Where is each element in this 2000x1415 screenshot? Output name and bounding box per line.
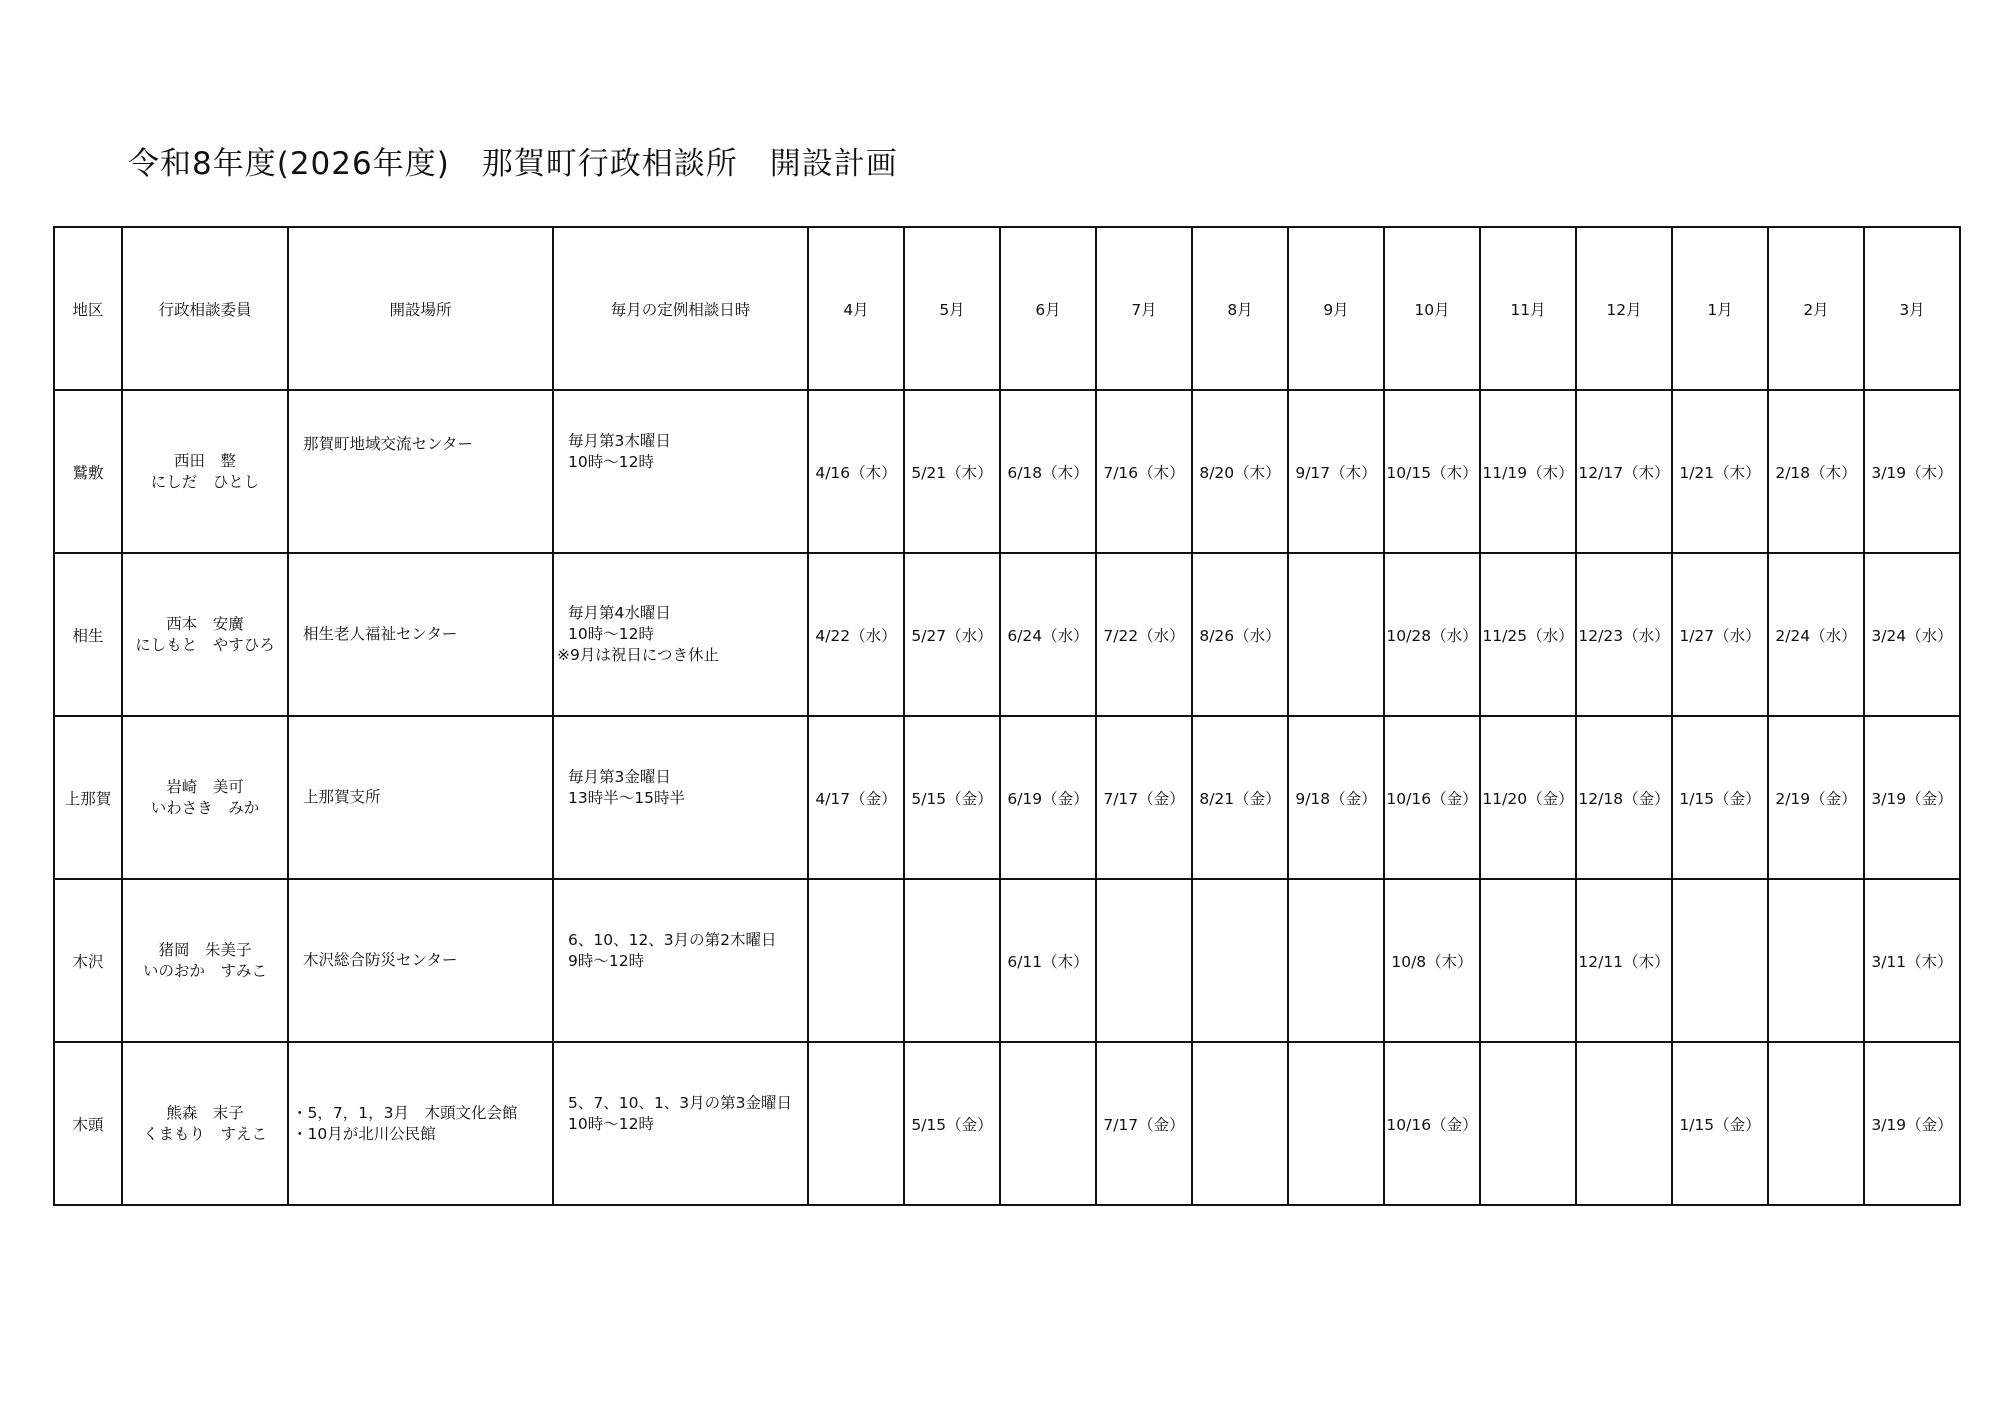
place-line: 相生老人福祉センター <box>303 625 458 643</box>
date-cell <box>808 1042 904 1205</box>
date-cell: 10/16（金） <box>1384 716 1480 879</box>
place-cell <box>288 879 553 1042</box>
schedule-line: ※9月は祝日につき休止 <box>557 646 720 664</box>
date-cell: 9/18（金） <box>1288 716 1384 879</box>
date-cell: 3/11（木） <box>1864 879 1960 1042</box>
member-name: 西田 整 <box>173 451 236 470</box>
date-cell: 12/11（木） <box>1576 879 1672 1042</box>
date-cell: 10/16（金） <box>1384 1042 1480 1205</box>
date-cell: 2/18（木） <box>1768 390 1864 553</box>
header-district: 地区 <box>54 227 122 390</box>
table-row <box>54 716 1960 879</box>
member-name: 猪岡 朱美子 <box>158 940 252 959</box>
date-cell: 11/25（水） <box>1480 553 1576 716</box>
header-month: 11月 <box>1480 227 1576 390</box>
date-cell: 9/17（木） <box>1288 390 1384 553</box>
schedule-line: 6、10、12、3月の第2木曜日 <box>568 930 777 949</box>
district-cell: 木頭 <box>54 1042 122 1205</box>
date-cell: 1/27（水） <box>1672 553 1768 716</box>
date-cell: 2/24（水） <box>1768 553 1864 716</box>
date-cell <box>904 879 1000 1042</box>
district-cell: 鷲敷 <box>54 390 122 553</box>
member-name: 岩崎 美可 <box>166 777 244 796</box>
date-cell <box>1288 1042 1384 1205</box>
district-cell: 上那賀 <box>54 716 122 879</box>
header-month: 10月 <box>1384 227 1480 390</box>
date-cell <box>1192 879 1288 1042</box>
schedule-cell <box>553 390 808 553</box>
schedule-line: 5、7、10、1、3月の第3金曜日 <box>568 1093 793 1112</box>
place-cell <box>288 553 553 716</box>
date-cell: 6/11（木） <box>1000 879 1096 1042</box>
date-cell: 6/24（水） <box>1000 553 1096 716</box>
member-kana: にしもと やすひろ <box>135 635 275 654</box>
date-cell: 7/22（水） <box>1096 553 1192 716</box>
member-cell <box>122 390 288 553</box>
member-cell <box>122 553 288 716</box>
date-cell: 12/18（金） <box>1576 716 1672 879</box>
date-cell: 3/24（水） <box>1864 553 1960 716</box>
member-kana: くまもり すえこ <box>142 1124 267 1143</box>
header-month: 2月 <box>1768 227 1864 390</box>
schedule-line: 13時半～15時半 <box>568 788 685 807</box>
date-cell <box>1288 879 1384 1042</box>
header-month: 1月 <box>1672 227 1768 390</box>
place-line: 那賀町地域交流センター <box>303 434 473 453</box>
header-month: 8月 <box>1192 227 1288 390</box>
date-cell: 8/20（木） <box>1192 390 1288 553</box>
date-cell: 12/17（木） <box>1576 390 1672 553</box>
place-line: 木沢総合防災センター <box>303 951 458 969</box>
date-cell: 6/19（金） <box>1000 716 1096 879</box>
date-cell <box>1096 879 1192 1042</box>
date-cell: 7/17（金） <box>1096 1042 1192 1205</box>
header-schedule: 毎月の定例相談日時 <box>553 227 808 390</box>
date-cell <box>1480 879 1576 1042</box>
member-kana: いわさき みか <box>150 798 260 817</box>
date-cell: 5/21（木） <box>904 390 1000 553</box>
schedule-line: 10時～12時 <box>568 625 654 643</box>
date-cell: 3/19（金） <box>1864 716 1960 879</box>
header-member: 行政相談委員 <box>122 227 288 390</box>
table-row <box>54 1042 1960 1205</box>
header-place: 開設場所 <box>288 227 553 390</box>
schedule-line: 毎月第4水曜日 <box>568 604 671 622</box>
date-cell <box>1480 1042 1576 1205</box>
member-cell <box>122 879 288 1042</box>
date-cell: 6/18（木） <box>1000 390 1096 553</box>
member-kana: いのおか すみこ <box>142 961 267 980</box>
date-cell: 3/19（金） <box>1864 1042 1960 1205</box>
schedule-cell <box>553 553 808 716</box>
date-cell: 1/15（金） <box>1672 716 1768 879</box>
header-row <box>54 227 1960 390</box>
place-line: ・10月が北川公民館 <box>292 1124 436 1143</box>
date-cell: 1/15（金） <box>1672 1042 1768 1205</box>
table-row <box>54 553 1960 716</box>
date-cell: 2/19（金） <box>1768 716 1864 879</box>
schedule-line: 10時～12時 <box>568 1114 654 1133</box>
date-cell: 10/15（木） <box>1384 390 1480 553</box>
page-title: 令和8年度(2026年度) 那賀町行政相談所 開設計画 <box>128 146 898 182</box>
district-cell: 木沢 <box>54 879 122 1042</box>
date-cell: 8/26（水） <box>1192 553 1288 716</box>
date-cell: 4/17（金） <box>808 716 904 879</box>
date-cell <box>1768 879 1864 1042</box>
date-cell: 5/27（水） <box>904 553 1000 716</box>
date-cell: 3/19（木） <box>1864 390 1960 553</box>
date-cell <box>1288 553 1384 716</box>
table-row <box>54 390 1960 553</box>
header-month: 5月 <box>904 227 1000 390</box>
date-cell: 5/15（金） <box>904 1042 1000 1205</box>
date-cell: 10/8（木） <box>1384 879 1480 1042</box>
date-cell: 1/21（木） <box>1672 390 1768 553</box>
schedule-line: 毎月第3金曜日 <box>568 767 671 786</box>
date-cell: 8/21（金） <box>1192 716 1288 879</box>
date-cell: 12/23（水） <box>1576 553 1672 716</box>
place-cell <box>288 390 553 553</box>
place-cell <box>288 1042 553 1205</box>
place-line: ・5，7，1，3月 木頭文化会館 <box>292 1103 518 1122</box>
date-cell <box>1576 1042 1672 1205</box>
date-cell: 11/20（金） <box>1480 716 1576 879</box>
header-month: 4月 <box>808 227 904 390</box>
schedule-line: 10時～12時 <box>568 452 654 471</box>
member-cell <box>122 716 288 879</box>
member-name: 西本 安廣 <box>166 614 244 633</box>
district-cell: 相生 <box>54 553 122 716</box>
member-kana: にしだ ひとし <box>150 472 260 491</box>
header-month: 6月 <box>1000 227 1096 390</box>
schedule-cell <box>553 716 808 879</box>
schedule-cell <box>553 879 808 1042</box>
schedule-table <box>53 226 1961 1206</box>
date-cell <box>1672 879 1768 1042</box>
date-cell: 4/16（木） <box>808 390 904 553</box>
date-cell <box>808 879 904 1042</box>
member-name: 熊森 末子 <box>166 1103 244 1122</box>
date-cell: 4/22（水） <box>808 553 904 716</box>
date-cell: 10/28（水） <box>1384 553 1480 716</box>
header-month: 9月 <box>1288 227 1384 390</box>
schedule-line: 毎月第3木曜日 <box>568 431 671 450</box>
date-cell <box>1000 1042 1096 1205</box>
header-month: 7月 <box>1096 227 1192 390</box>
date-cell: 5/15（金） <box>904 716 1000 879</box>
header-month: 3月 <box>1864 227 1960 390</box>
date-cell <box>1192 1042 1288 1205</box>
date-cell <box>1768 1042 1864 1205</box>
schedule-cell <box>553 1042 808 1205</box>
place-cell <box>288 716 553 879</box>
date-cell: 7/16（木） <box>1096 390 1192 553</box>
table-row <box>54 879 1960 1042</box>
date-cell: 11/19（木） <box>1480 390 1576 553</box>
date-cell: 7/17（金） <box>1096 716 1192 879</box>
member-cell <box>122 1042 288 1205</box>
header-month: 12月 <box>1576 227 1672 390</box>
schedule-line: 9時～12時 <box>568 951 645 970</box>
place-line: 上那賀支所 <box>303 788 381 806</box>
